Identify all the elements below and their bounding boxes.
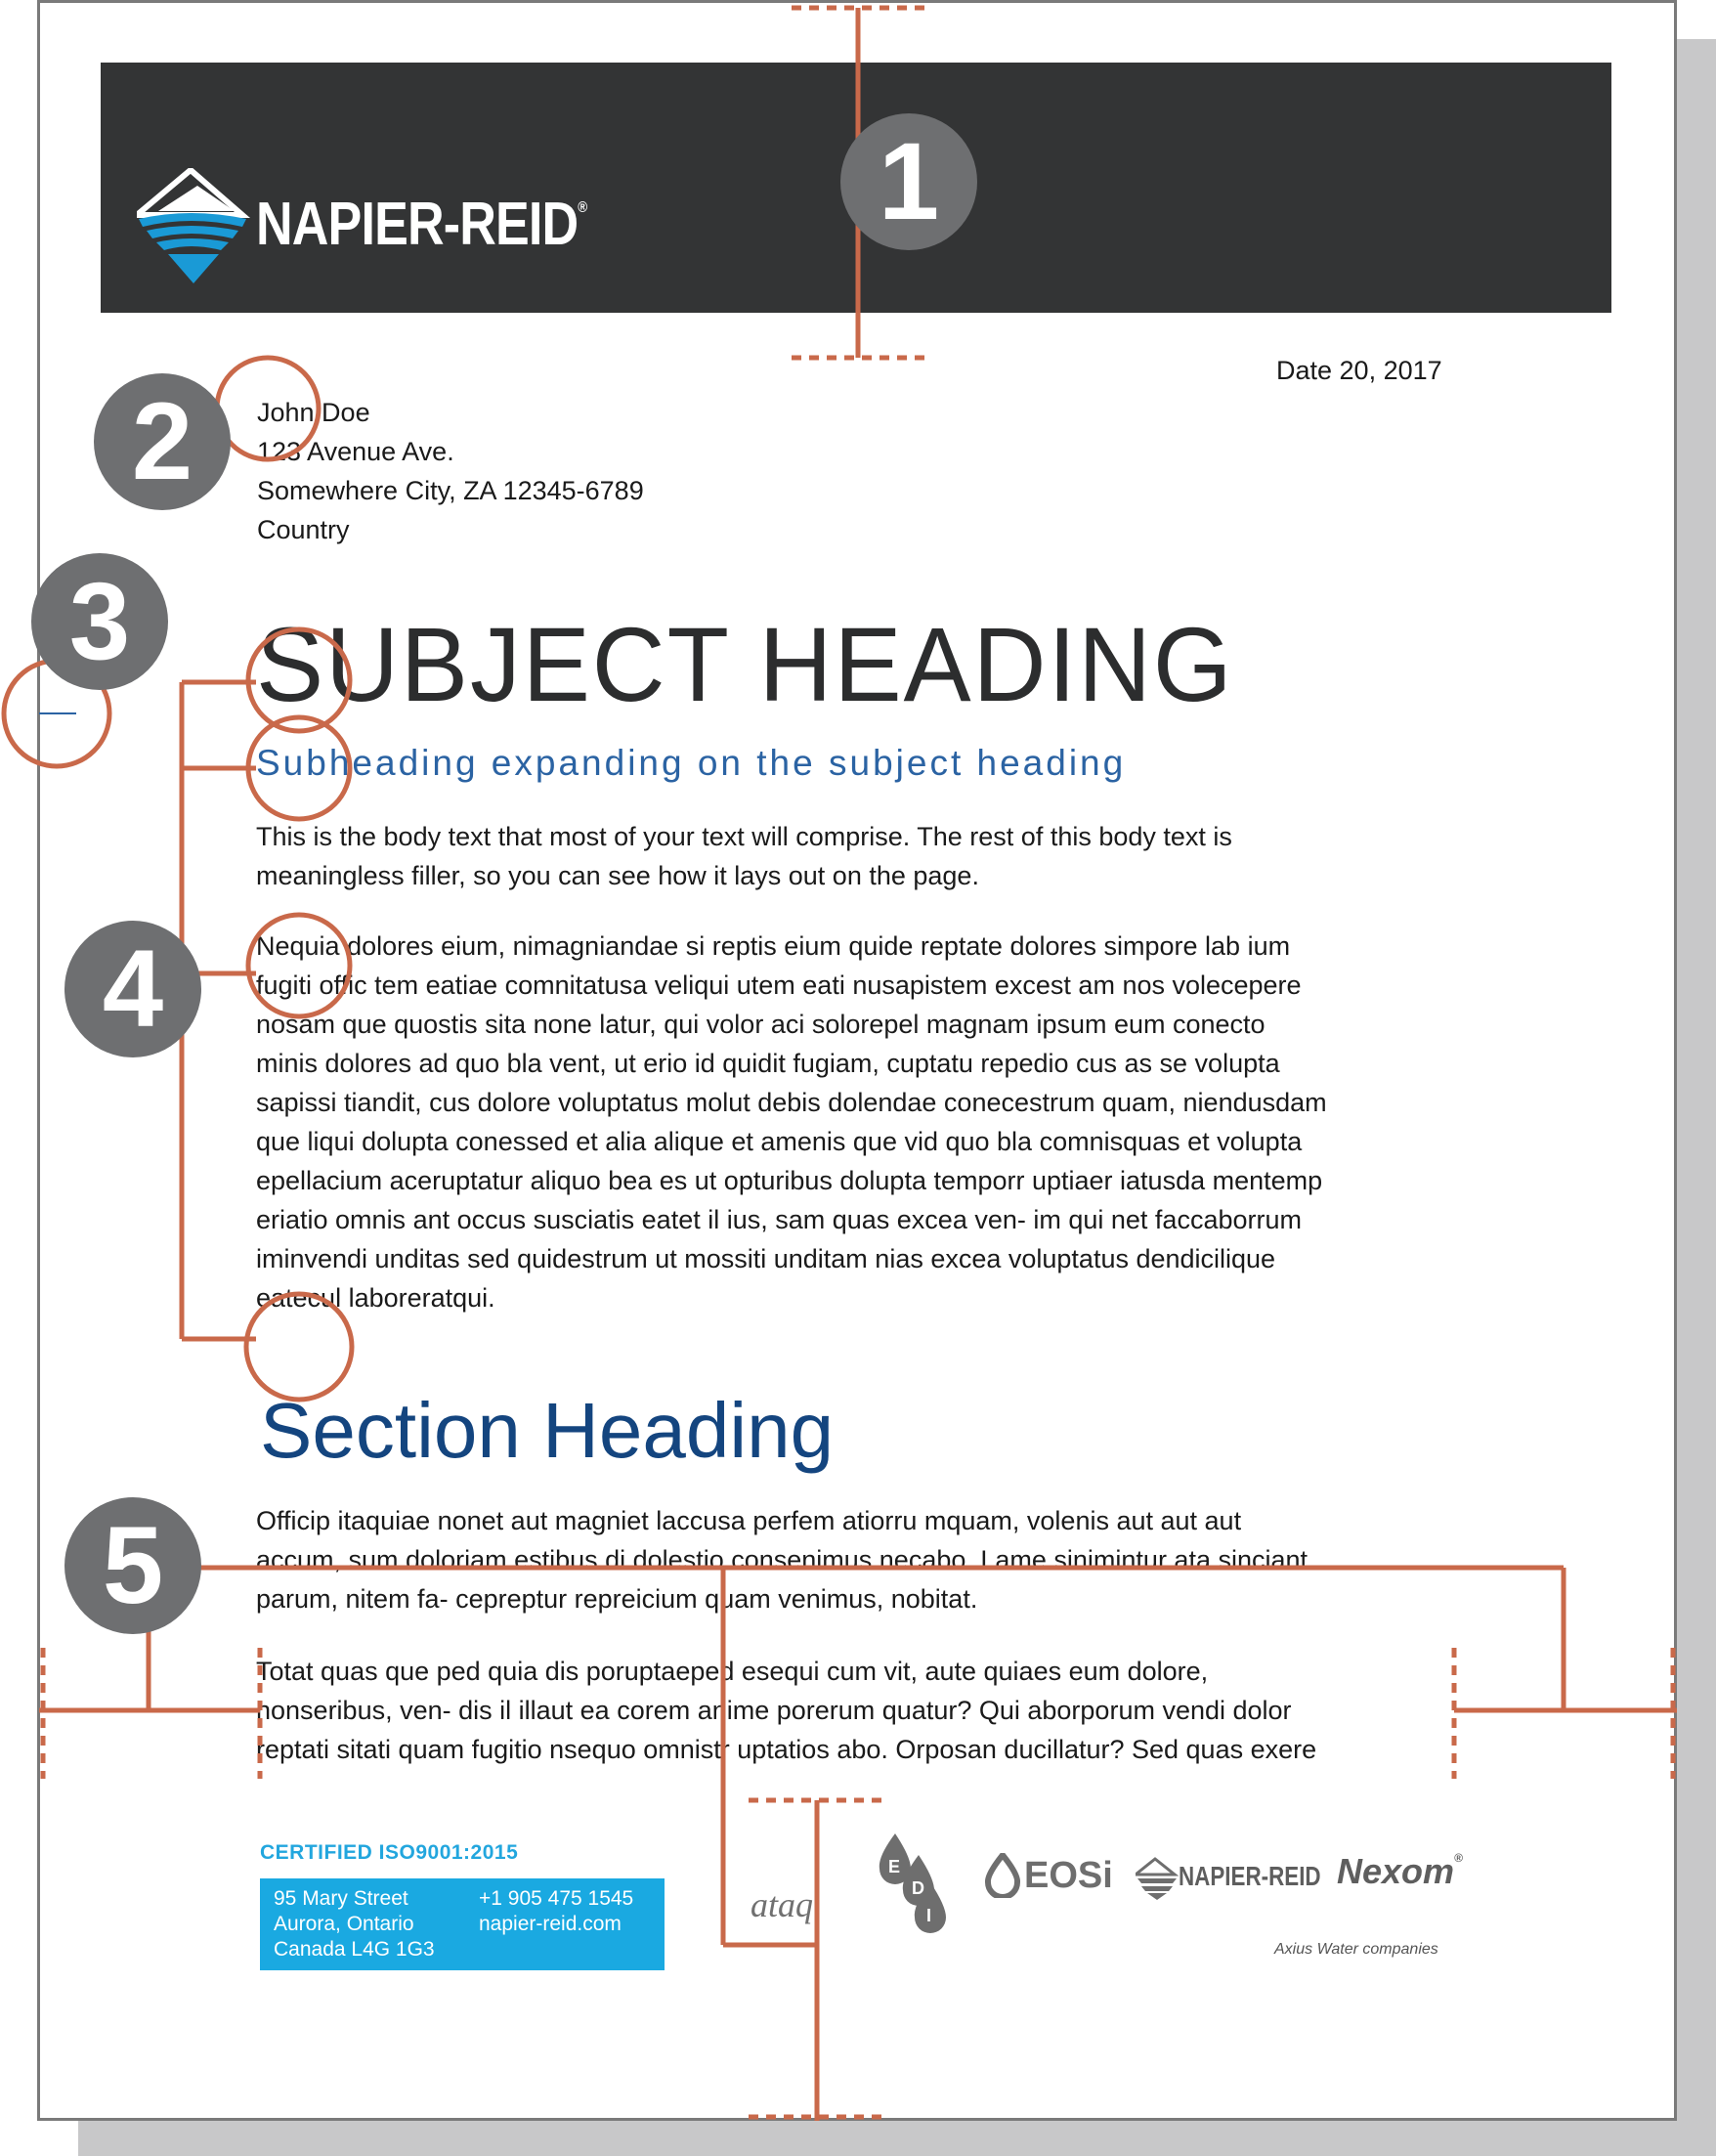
address-line: Aurora, Ontario	[274, 1913, 414, 1935]
iso-certification: CERTIFIED ISO9001:2015	[260, 1841, 519, 1864]
edi-letter-e: E	[888, 1857, 901, 1876]
text-line: accum, sum doloriam estibus di dolestio consenimus necabo. Lame sinimintur ata sinciant	[256, 1545, 1308, 1574]
address-line: 95 Mary Street	[274, 1887, 408, 1910]
text-line: nonseribus, ven- dis il illaut ea corem anime porerum quatur? Qui aborporum vendi dolor	[256, 1696, 1292, 1725]
subheading: Subheading expanding on the subject heading	[256, 743, 1127, 783]
website: napier-reid.com	[479, 1913, 622, 1935]
text-line: minis dolores ad quo bla vent, ut erio id quidit fugiam, cuptatu repedio cus as se volupta	[256, 1049, 1280, 1078]
callout-3: 3	[31, 553, 168, 690]
eosi-logo: EOSi	[1024, 1855, 1113, 1896]
text-line: parum, nitem fa- cepreptur repreicium quam venimus, nobitat.	[256, 1584, 978, 1614]
napier-reid-small-logo: NAPIER-REID	[1179, 1861, 1321, 1891]
phone-number: +1 905 475 1545	[479, 1887, 634, 1910]
text-line: eriatio omnis ant occus susciatis eatet il ius, sam quas excea ven- im qui net faccaborrum	[256, 1205, 1302, 1234]
letter-date: Date 20, 2017	[1276, 356, 1442, 385]
recipient-country: Country	[257, 515, 350, 544]
text-line: Nequia dolores eium, nimagniandae si reptis eium quide reptate dolores simpore lab ium	[256, 931, 1291, 961]
logo-wordmark: NAPIER-REID®	[256, 191, 587, 258]
text-line: reptati sitati quam fugitio nsequo omnistr uptatios abo. Orposan ducillatur? Sed quas exere	[256, 1735, 1317, 1764]
subject-heading: SUBJECT HEADING	[256, 605, 1234, 723]
text-line: eatecul laboreratqui.	[256, 1283, 495, 1313]
text-line: Officip itaquiae nonet aut magniet laccusa perfem atiorru mquam, volenis aut aut aut	[256, 1506, 1242, 1535]
callout-1: 1	[840, 113, 977, 250]
text-line: epellacium aceruptatur aliquo bea es ut opturibus dolupta temporr uptiaer iatusda mentemp	[256, 1166, 1323, 1195]
section-heading: Section Heading	[260, 1387, 835, 1474]
callout-2: 2	[94, 373, 231, 510]
recipient-street: 123 Avenue Ave.	[257, 437, 454, 466]
text-line: iminvendi unditas sed quidestrum ut mossiti unditam nias excea voluptatus dendicilique	[256, 1244, 1276, 1273]
edi-letter-d: D	[912, 1878, 924, 1898]
recipient-name: John Doe	[257, 398, 370, 427]
text-line: meaningless filler, so you can see how it lays out on the page.	[256, 861, 979, 890]
nexom-logo: Nexom®	[1337, 1851, 1463, 1891]
text-line: This is the body text that most of your text will comprise. The rest of this body text is	[256, 822, 1232, 851]
text-line: fugiti offic tem eatiae comnitatusa veliqui utem eati nusapistem excest am nos volecepere	[256, 970, 1302, 1000]
ataq-logo: ataq	[751, 1885, 814, 1924]
recipient-city: Somewhere City, ZA 12345-6789	[257, 476, 644, 505]
callout-4: 4	[64, 921, 201, 1057]
text-line: nosam que quostis sita none latur, qui volor aci solorepel magnam ipsum eum conecto	[256, 1010, 1266, 1039]
text-line: que liqui dolupta conessed et alia alique et amenis que vid quo bla comnisquas et volupta	[256, 1127, 1303, 1156]
edi-letter-i: I	[926, 1906, 932, 1925]
axius-tagline: Axius Water companies	[1274, 1941, 1438, 1958]
address-line: Canada L4G 1G3	[274, 1938, 435, 1961]
callout-5: 5	[64, 1497, 201, 1634]
text-line: sapissi tiandit, cus dolore voluptatus molut debis dolendae conecestrum quam, niendusdam	[256, 1088, 1327, 1117]
text-line: Totat quas que ped quia dis poruptaeped esequi cum vit, aute quiaes eum dolore,	[256, 1657, 1209, 1686]
